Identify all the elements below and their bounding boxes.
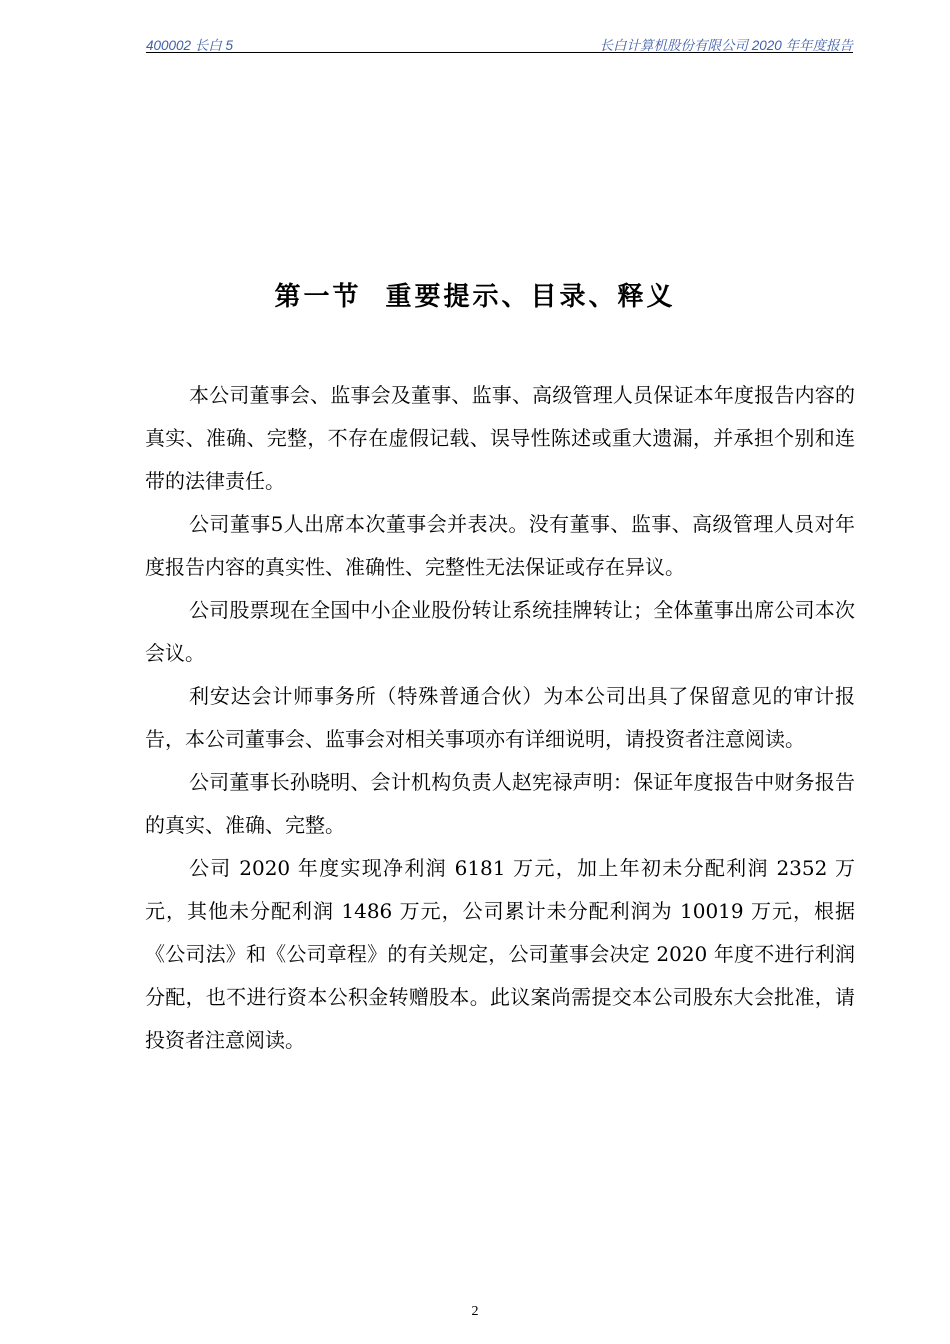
- header-report-title: 长白计算机股份有限公司 2020 年年度报告: [599, 38, 853, 53]
- section-title: 第一节 重要提示、目录、释义: [274, 282, 676, 312]
- notice-body: [145, 374, 855, 1062]
- paragraph-stock-listing: 公司股票现在全国中小企业股份转让系统挂牌转让；全体董事出席公司本次会议。: [145, 598, 855, 665]
- paragraph-chairman-statement: 公司董事长孙晓明、会计机构负责人赵宪禄声明：保证年度报告中财务报告的真实、准确、完整。: [145, 770, 855, 837]
- page-number: 2: [471, 1304, 479, 1319]
- paragraph-directors-attendance: 公司董事5人出席本次董事会并表决。没有董事、监事、高级管理人员对年度报告内容的真实性、准确性、完整性无法保证或存在异议。: [145, 512, 855, 579]
- paragraph-board-guarantee: 本公司董事会、监事会及董事、监事、高级管理人员保证本年度报告内容的真实、准确、完整，不存在虚假记载、误导性陈述或重大遗漏，并承担个别和连带的法律责任。: [145, 383, 855, 493]
- header-stock-code: 400002 长白 5: [146, 38, 234, 53]
- paragraph-profit-distribution: 公司 2020 年度实现净利润 6181 万元，加上年初未分配利润 2352 万元，其他未分配利润 1486 万元，公司累计未分配利润为 10019 万元，根据《公司法》和《公司章程》的有关规定，公司董事会决定 2020 年度不进行利润分配，也不进行资本公积金转赠股本。此议案尚需提交本公司股东大会批准，请投资者注意阅读。: [145, 856, 855, 1052]
- paragraph-audit-opinion: 利安达会计师事务所（特殊普通合伙）为本公司出具了保留意见的审计报告，本公司董事会、监事会对相关事项亦有详细说明，请投资者注意阅读。: [145, 684, 855, 751]
- page-header: [146, 30, 853, 53]
